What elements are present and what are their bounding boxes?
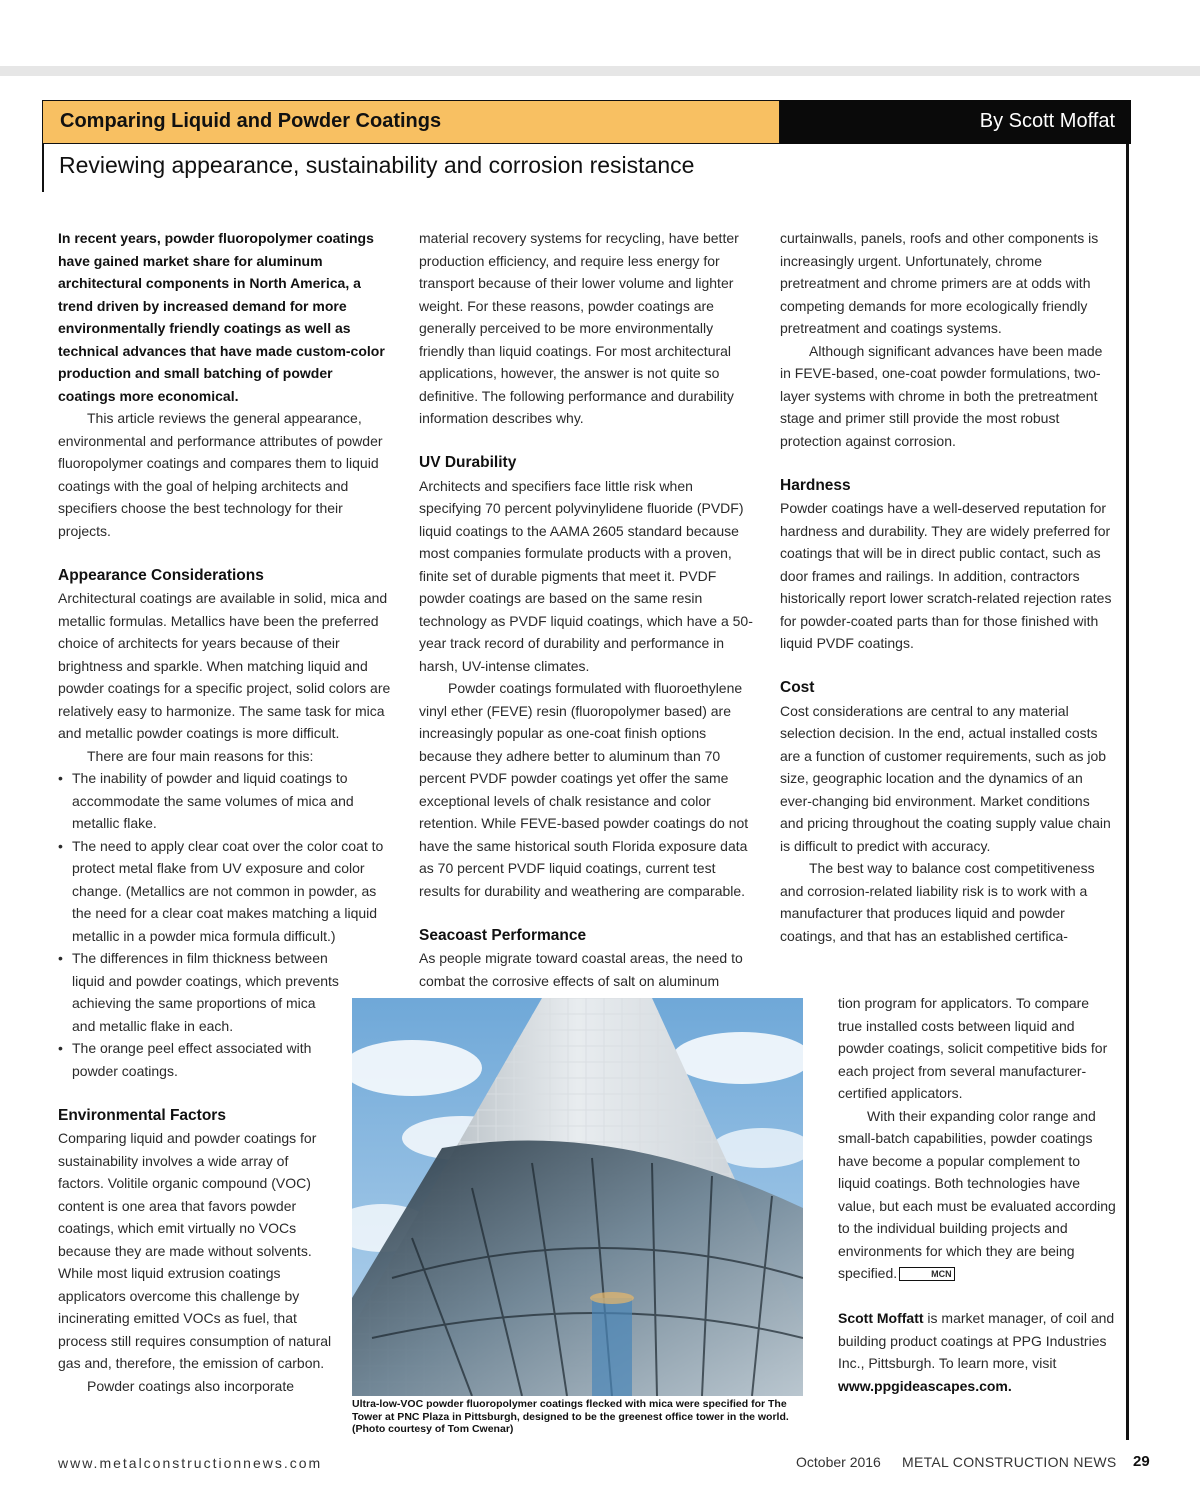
mcn-end-mark: MCN	[899, 1267, 955, 1281]
heading-uv-durability: UV Durability	[419, 454, 517, 471]
frame-right-rule	[1126, 144, 1129, 1440]
reasons-list	[58, 767, 392, 1082]
intro-paragraph: This article reviews the general appearance, environmental and performance attributes of powder fluoropolymer coatings and compares them to liquid coatings with the goal of helping architects and specifiers choose the best technology for their projects.	[58, 410, 383, 539]
heading-appearance: Appearance Considerations	[58, 566, 264, 584]
list-item: • The differences in film thickness between liquid and powder coatings, which prevents achieving the same proportions of mica and metallic flake in each.	[58, 947, 342, 1037]
top-rule	[0, 66, 1200, 76]
conclusion-text: With their expanding color range and small-batch capabilities, powder coatings have become a popular complement to liquid coatings. Both technologies have value, but each must be evaluated according to the individual building projects and environments for which they are being specified.	[838, 1107, 1116, 1281]
chrome-paragraph: Although significant advances have been made in FEVE-based, one-coat powder formulations, two-layer systems with chrome in both the pretreatment stage and primer still provide the most robust protection against corrosion.	[780, 342, 1103, 449]
article-byline: By Scott Moffat	[979, 110, 1115, 132]
environmental-continued: Powder coatings also incorporate	[87, 1377, 295, 1394]
column-2	[419, 227, 753, 992]
list-item: • The orange peel effect associated with powder coatings.	[58, 1037, 342, 1082]
appearance-paragraph: Architectural coatings are available in solid, mica and metallic formulas. Metallics have been the preferred choice of architects for years because of their brightness and sparkle. When matching liquid and powder coatings for a specific project, solid colors are relatively easy to harmonize. The same task for mica and metallic powder coatings is more difficult.	[58, 590, 391, 741]
heading-environmental: Environmental Factors	[58, 1106, 226, 1124]
heading-hardness: Hardness	[780, 476, 851, 494]
conclusion-paragraph	[838, 1105, 1116, 1285]
column-3-continued	[838, 992, 1116, 1397]
list-item: • The inability of powder and liquid coatings to accommodate the same volumes of mica and metallic flake.	[58, 767, 392, 835]
seacoast-paragraph: As people migrate toward coastal areas, the need to combat the corrosive effects of salt on aluminum	[419, 950, 743, 989]
article-subtitle: Reviewing appearance, sustainability and corrosion resistance	[59, 152, 695, 178]
column-1	[58, 227, 392, 1397]
environmental-paragraph: Comparing liquid and powder coatings for sustainability involves a wide array of factors. Volitile organic compound (VOC) content is one area that favors powder coatings, which emit virtually no VOCs because they are made without solvents. While most liquid extrusion coatings applicators overcome this challenge by incinerating emitted VOCs as fuel, that process still requires consumption of natural gas and, therefore, the emission of carbon.	[58, 1130, 332, 1371]
list-item: • The need to apply clear coat over the color coat to protect metal flake from UV exposure and color change. (Metallics are not common in powder, as the need for a clear coat makes matching a liquid metallic in a powder mica formula difficult.)	[58, 835, 392, 948]
author-name: Scott Moffatt	[838, 1310, 924, 1326]
feve-paragraph: Powder coatings formulated with fluoroethylene vinyl ether (FEVE) resin (fluoropolymer based) are increasingly popular as one-coat finish options because they adhere better to aluminum than 70 percent PVDF powder coatings yet offer the same exceptional levels of chalk resistance and color retention. While FEVE-based powder coatings do not have the same historical south Florida exposure data as 70 percent PVDF liquid coatings, current test results for durability and weathering are comparable.	[419, 680, 749, 899]
column-3	[780, 227, 1114, 947]
heading-cost: Cost	[780, 679, 815, 696]
article-header	[42, 100, 1131, 144]
balance-paragraph: The best way to balance cost competitiveness and corrosion-related liability risk is to work with a manufacturer that produces liquid and powder coatings, and that has an established certifica-	[780, 860, 1095, 944]
title-box	[42, 100, 780, 144]
tower-photo	[352, 998, 803, 1396]
frame-left-rule	[42, 144, 44, 192]
reasons-intro: There are four main reasons for this:	[87, 747, 314, 764]
article-title: Comparing Liquid and Powder Coatings	[60, 110, 442, 132]
photo-caption: Ultra-low-VOC powder fluoropolymer coatings flecked with mica were specified for The Tower at PNC Plaza in Pittsburgh, designed to be the greenest office tower in the world. (Photo courtesy of Tom Cwenar)	[352, 1398, 789, 1435]
recovery-paragraph: material recovery systems for recycling, have better production efficiency, and require less energy for transport because of their lower volume and lighter weight. For these reasons, powder coatings are generally perceived to be more environmentally friendly than liquid coatings. For most architectural applications, however, the answer is not quite so definitive. The following performance and durability information describes why.	[419, 230, 739, 426]
author-website-link[interactable]: www.ppgideascapes.com.	[838, 1377, 1012, 1394]
page-number: 29	[1133, 1453, 1150, 1470]
footer-website[interactable]: www.metalconstructionnews.com	[58, 1455, 323, 1471]
heading-seacoast: Seacoast Performance	[419, 926, 587, 944]
footer-publication: METAL CONSTRUCTION NEWS	[902, 1454, 1117, 1470]
byline-box	[780, 100, 1131, 144]
footer-date: October 2016	[796, 1454, 881, 1470]
corrosion-paragraph: curtainwalls, panels, roofs and other components is increasingly urgent. Unfortunately, chrome pretreatment and chrome primers are at odds with competing demands for more ecologically friendly pretreatment and coatings systems.	[780, 230, 1099, 336]
bio-text: is market manager, of coil and building product coatings at PPG Industries Inc., Pittsburgh. To learn more, visit	[838, 1310, 1115, 1371]
hardness-paragraph: Powder coatings have a well-deserved reputation for hardness and durability. They are widely preferred for coatings that will be in direct public contact, such as door frames and railings. In addition, contractors historically report lower scratch-related rejection rates for powder-coated parts than for those finished with liquid PVDF coatings.	[780, 500, 1112, 651]
lead-paragraph: In recent years, powder fluoropolymer coatings have gained market share for aluminum architectural components in North America, a trend driven by increased demand for more environmentally friendly coatings as well as technical advances that have made custom-color production and small batching of powder coatings more economical.	[58, 230, 385, 404]
balance-paragraph-continued: tion program for applicators. To compare true installed costs between liquid and powder coatings, solicit competitive bids for each project from several manufacturer-certified applicators.	[838, 995, 1108, 1101]
cost-paragraph: Cost considerations are central to any material selection decision. In the end, actual installed costs are a function of customer requirements, such as job size, geographic location and the dynamics of an ever-changing bid environment. Market conditions and pricing throughout the coating supply value chain is difficult to predict with accuracy.	[780, 702, 1111, 854]
author-bio	[838, 1307, 1116, 1397]
uv-paragraph: Architects and specifiers face little risk when specifying 70 percent polyvinylidene fluoride (PVDF) liquid coatings to the AAMA 2605 standard because most companies formulate products with a proven, finite set of durable pigments that meet it. PVDF powder coatings are based on the same resin technology as PVDF liquid coatings, which have a 50-year track record of durability and performance in harsh, UV-intense climates.	[419, 477, 753, 674]
